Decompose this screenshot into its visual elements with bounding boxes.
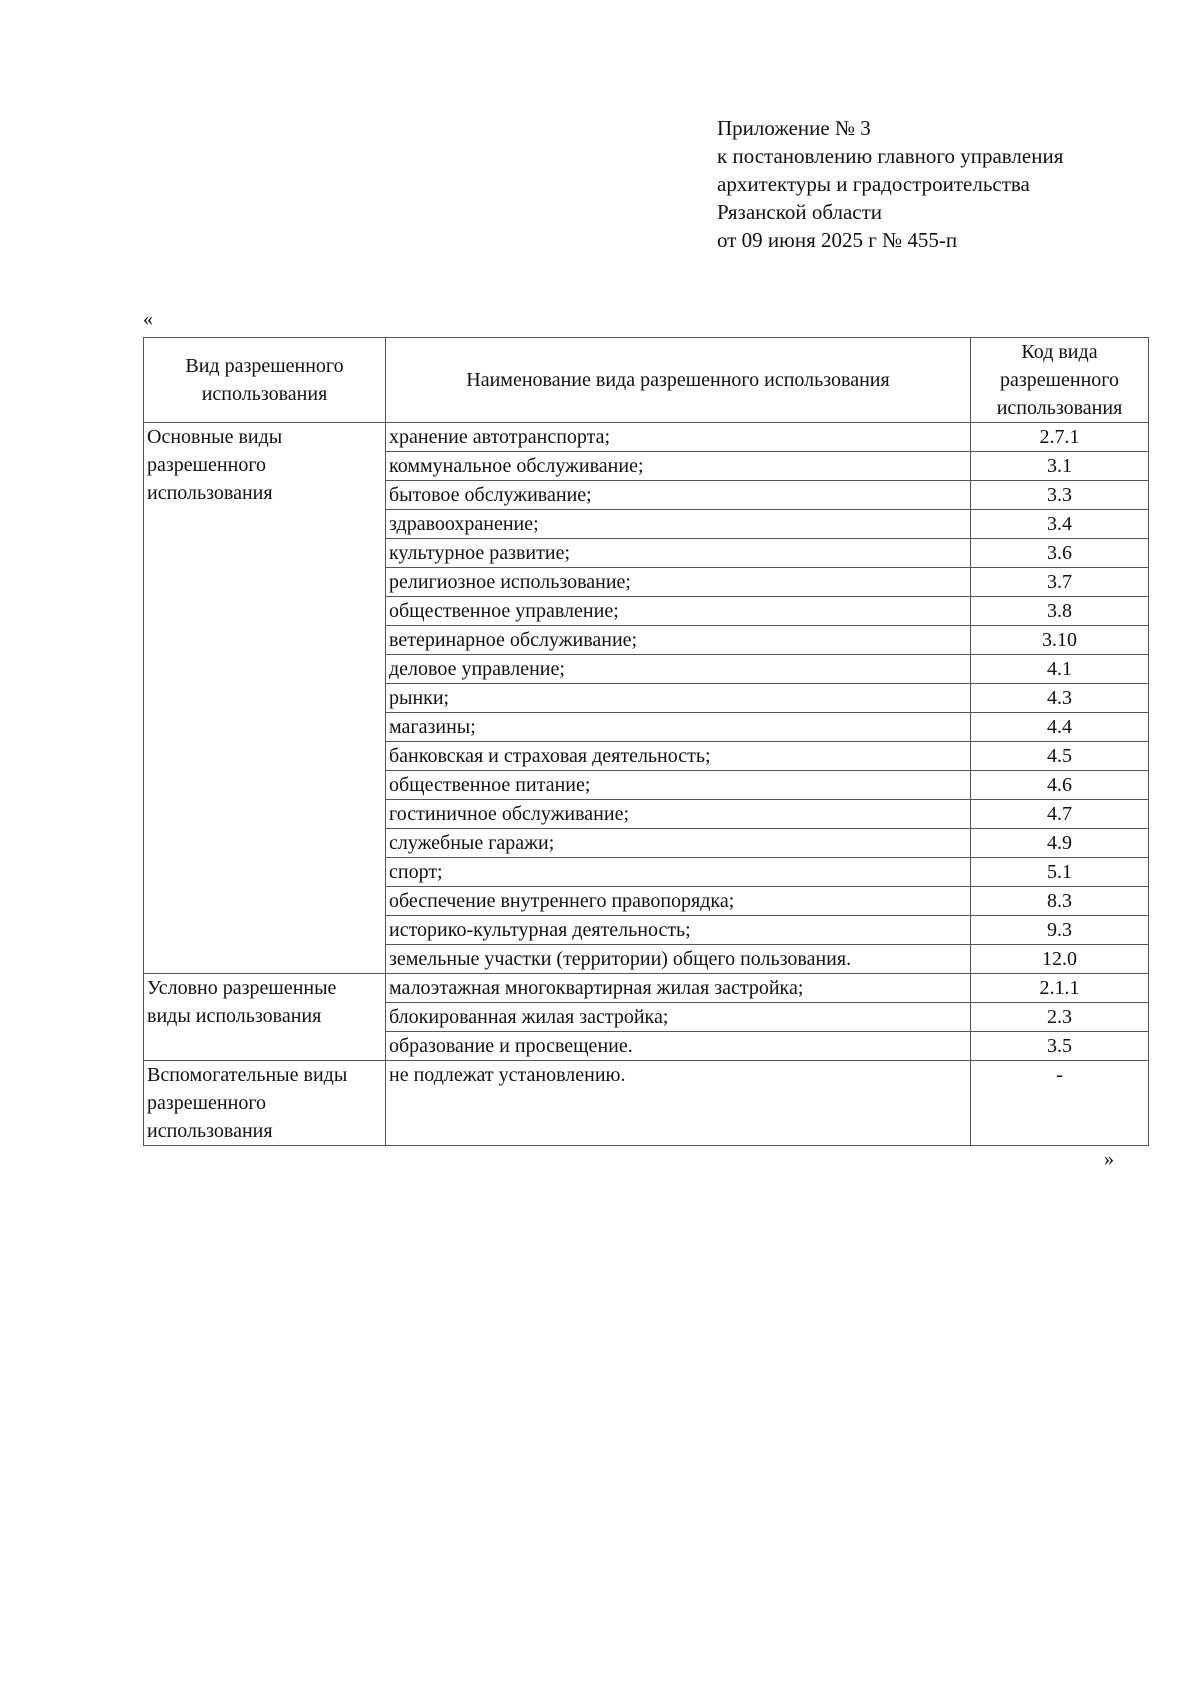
opening-quote: « [143, 308, 153, 330]
header-use-code: Код вида разрешенного использования [971, 338, 1149, 423]
use-code-cell: 4.1 [971, 655, 1149, 684]
header-line: к постановлению главного управления [717, 144, 1064, 168]
use-code-cell: 3.1 [971, 452, 1149, 481]
header-line: Приложение № 3 [717, 116, 871, 140]
header-use-name: Наименование вида разрешенного использования [386, 338, 971, 423]
use-name-cell: гостиничное обслуживание; [386, 800, 971, 829]
use-code-cell: 4.7 [971, 800, 1149, 829]
use-name-cell: служебные гаражи; [386, 829, 971, 858]
use-name-cell: банковская и страховая деятельность; [386, 742, 971, 771]
use-code-cell: 3.7 [971, 568, 1149, 597]
use-name-cell: не подлежат установлению. [386, 1061, 971, 1146]
use-code-cell: 3.3 [971, 481, 1149, 510]
use-code-cell: 2.7.1 [971, 423, 1149, 452]
use-group-label: Основные виды разрешенного использования [144, 423, 386, 974]
land-use-table [143, 337, 1149, 1146]
use-name-cell: рынки; [386, 684, 971, 713]
use-name-cell: хранение автотранспорта; [386, 423, 971, 452]
use-code-cell: 2.3 [971, 1003, 1149, 1032]
use-group-label: Вспомогательные виды разрешенного использования [144, 1061, 386, 1146]
header-line: архитектуры и градостроительства [717, 172, 1030, 196]
table-row [144, 1061, 1149, 1146]
header-use-type: Вид разрешенного использования [144, 338, 386, 423]
use-name-cell: образование и просвещение. [386, 1032, 971, 1061]
use-group-label: Условно разрешенные виды использования [144, 974, 386, 1061]
use-code-cell: - [971, 1061, 1149, 1146]
use-name-cell: малоэтажная многоквартирная жилая застройка; [386, 974, 971, 1003]
table-body [144, 423, 1149, 1146]
table-row [144, 974, 1149, 1003]
use-code-cell: 3.6 [971, 539, 1149, 568]
use-code-cell: 2.1.1 [971, 974, 1149, 1003]
use-name-cell: обеспечение внутреннего правопорядка; [386, 887, 971, 916]
use-name-cell: деловое управление; [386, 655, 971, 684]
use-name-cell: бытовое обслуживание; [386, 481, 971, 510]
use-name-cell: общественное управление; [386, 597, 971, 626]
use-code-cell: 3.5 [971, 1032, 1149, 1061]
use-name-cell: историко-культурная деятельность; [386, 916, 971, 945]
use-code-cell: 3.4 [971, 510, 1149, 539]
use-name-cell: ветеринарное обслуживание; [386, 626, 971, 655]
appendix-header [717, 114, 1157, 254]
use-name-cell: религиозное использование; [386, 568, 971, 597]
use-code-cell: 4.4 [971, 713, 1149, 742]
use-code-cell: 9.3 [971, 916, 1149, 945]
use-code-cell: 4.9 [971, 829, 1149, 858]
header-line: от 09 июня 2025 г № 455-п [717, 228, 958, 252]
use-code-cell: 4.6 [971, 771, 1149, 800]
table-header-row [144, 338, 1149, 423]
use-code-cell: 3.10 [971, 626, 1149, 655]
use-name-cell: культурное развитие; [386, 539, 971, 568]
header-line: Рязанской области [717, 200, 883, 224]
use-code-cell: 4.3 [971, 684, 1149, 713]
closing-quote: » [1104, 1148, 1114, 1170]
use-code-cell: 3.8 [971, 597, 1149, 626]
use-name-cell: магазины; [386, 713, 971, 742]
use-name-cell: общественное питание; [386, 771, 971, 800]
use-name-cell: коммунальное обслуживание; [386, 452, 971, 481]
use-code-cell: 4.5 [971, 742, 1149, 771]
table-row [144, 423, 1149, 452]
use-name-cell: блокированная жилая застройка; [386, 1003, 971, 1032]
use-name-cell: здравоохранение; [386, 510, 971, 539]
use-code-cell: 8.3 [971, 887, 1149, 916]
use-name-cell: спорт; [386, 858, 971, 887]
use-code-cell: 5.1 [971, 858, 1149, 887]
use-code-cell: 12.0 [971, 945, 1149, 974]
use-name-cell: земельные участки (территории) общего пользования. [386, 945, 971, 974]
